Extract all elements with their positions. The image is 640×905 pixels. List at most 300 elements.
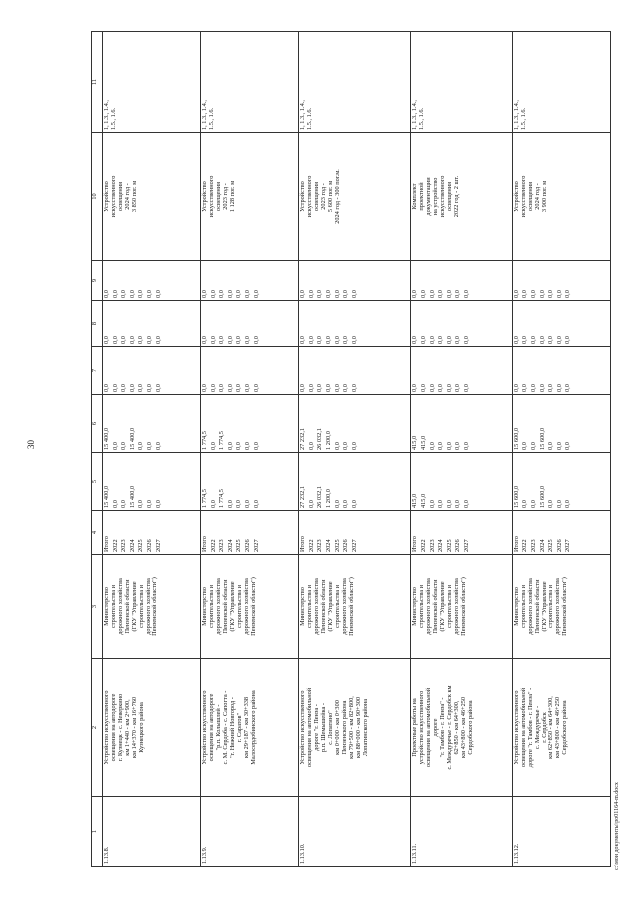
cell-line: освещения на автодороге [109,693,117,762]
other-sources-cell [512,261,610,301]
cell-line: 0,0 [154,336,162,344]
cell-line: Итого [512,536,520,552]
local-budget-cell [103,301,201,347]
cell-line: 0,0 [103,384,110,392]
cell-line: 1, 1.3., 1.4., [411,100,419,130]
cell-line: 0,0 [350,384,358,392]
cell-line: 0,0 [307,384,315,392]
indicator-links-cell [512,32,610,133]
total-amount-cell [512,453,610,511]
cell-line: р.п. Шемышейка - [319,702,327,753]
cell-line: Министерство [299,587,307,626]
cell-line: 0,0 [428,384,436,392]
cell-line: 0,0 [428,500,436,508]
cell-line: 2027 [462,539,470,552]
cell-line: 0,0 [512,290,520,298]
cell-line: 0,0 [128,290,136,298]
local-budget-cell [512,301,610,347]
total-amount-cell [103,453,201,511]
cell-line: Пензенской области") [347,577,355,636]
cell-line: (ГКУ "Управление [228,581,236,632]
cell-line: 0,0 [252,442,260,450]
cell-line: 0,0 [244,384,252,392]
cell-line: 415,0 [420,435,427,450]
cell-line: 15 400,0 [128,485,136,508]
cell-line: 0,0 [342,336,350,344]
cell-line: 0,0 [462,384,470,392]
cell-line: 0,0 [350,336,358,344]
rotated-table-wrapper [91,32,611,867]
cell-line: 0,0 [244,442,252,450]
cell-line: 0,0 [555,442,563,450]
cell-line: 0,0 [521,500,529,508]
cell-line: 0,0 [201,290,209,298]
cell-line: дороге [432,718,440,737]
cell-line: Устройство искусственного [512,690,520,765]
cell-line: 2022 год - 2 шт. [452,175,460,218]
cell-line: 0,0 [555,500,563,508]
cell-line: искусственного [109,175,117,218]
cell-line: 2024 год - 300 пог.м. [333,169,341,224]
cell-line: 0,0 [555,290,563,298]
cell-line: 2023 [316,539,324,552]
column-header: 8 [92,301,103,347]
executor-cell [411,555,512,659]
cell-line: строительства и [208,584,216,629]
row-number-cell: 1.13.12. [512,797,610,867]
cell-line: 0,0 [145,336,153,344]
cell-line: Проектные работы на [411,698,419,757]
result-cell [299,133,411,261]
cell-line: строительства и [306,584,314,629]
cell-line: 26 032,1 [316,485,324,508]
other-sources-cell [103,261,201,301]
cell-line: 2027 [252,539,260,552]
measure-name-cell [299,659,411,797]
cell-line: дорожного хозяйства [242,578,250,635]
cell-line: документации [425,177,433,216]
cell-line: 0,0 [428,442,436,450]
cell-line: 0,0 [454,336,462,344]
footer-path: c:\мои документы\ро01164-m.docx [614,782,620,870]
result-cell [512,133,610,261]
cell-line: 0,0 [120,442,128,450]
cell-line: 0,0 [209,336,217,344]
cell-line: 0,0 [137,336,145,344]
column-header: 7 [92,347,103,395]
cell-line: 0,0 [299,290,307,298]
cell-line: 0,0 [325,384,332,392]
cell-line: 15 600,0 [538,485,546,508]
cell-line: 0,0 [445,442,453,450]
regional-budget-cell [411,395,512,453]
cell-line: 0,0 [521,384,529,392]
cell-line: 0,0 [462,336,470,344]
cell-line: 2027 [154,539,162,552]
cell-line: дорожного хозяйства [526,578,534,635]
cell-line: 1, 1.3., 1.4., [299,100,307,130]
cell-line: Сердобского района [561,700,569,755]
cell-line: 2023 [120,539,128,552]
column-header: 5 [92,453,103,511]
cell-line: 1.5., 1.6. [109,107,117,130]
cell-line: км 14+370 - км 16+760 [130,696,138,759]
cell-line: 0,0 [128,336,136,344]
cell-line: освещения [116,181,124,212]
cell-line: 0,0 [437,384,445,392]
cell-line: 0,0 [226,290,234,298]
regional-budget-cell [299,395,411,453]
cell-line: 0,0 [547,500,555,508]
cell-line: 0,0 [226,384,234,392]
cell-line: 2024 год - [533,183,541,210]
cell-line: Устройство искусственного [299,690,307,765]
column-header: 6 [92,395,103,453]
local-budget-cell [411,301,512,347]
cell-line: 0,0 [252,500,260,508]
cell-line: 0,0 [564,384,572,392]
cell-line: 2023 год - [319,183,327,210]
cell-line: 1.5., 1.6. [519,107,527,130]
local-budget-cell [201,301,299,347]
cell-line: Комплект [411,183,419,210]
cell-line: 0,0 [437,336,445,344]
table-row [512,32,610,867]
cell-line: Пензенской области") [249,577,257,636]
years-cell [103,511,201,555]
page-number: 30 [26,440,36,449]
table-row [103,32,201,867]
cell-line: 0,0 [316,384,324,392]
cell-line: 0,0 [209,290,217,298]
cell-line: (ГКУ "Управление [326,581,334,632]
cell-line: дорожного хозяйства [214,578,222,635]
cell-line: искусственного [208,175,216,218]
cell-line: Устройство [201,181,209,212]
cell-line: дороге "г. Тамбов - г. Пенза" - [526,687,534,768]
cell-line: искусственного [519,175,527,218]
cell-line: освещения [526,181,534,212]
cell-line: 1, 1.3., 1.4., [512,100,520,130]
cell-line: 2023 [218,539,226,552]
cell-line: 0,0 [564,336,572,344]
executor-cell [299,555,411,659]
cell-line: 0,0 [428,336,436,344]
cell-line: "г. Нижний Новгород - [228,697,236,758]
cell-line: 0,0 [333,290,341,298]
cell-line: 0,0 [538,384,546,392]
regional-budget-cell [103,395,201,453]
header-row [92,32,103,867]
cell-line: строительства и [333,584,341,629]
cell-line: с. М. Сердоба - с. Сапогта - [221,690,229,765]
cell-line: 3 850 пог. м [130,180,138,213]
cell-line: 0,0 [445,384,453,392]
cell-line: дорожного хозяйства [116,578,124,635]
cell-line: 0,0 [209,442,217,450]
cell-line: 1 774,5 [218,489,226,508]
other-sources-cell [299,261,411,301]
cell-line: 0,0 [145,384,153,392]
cell-line: 0,0 [420,336,427,344]
cell-line: 0,0 [316,336,324,344]
federal-budget-cell [103,347,201,395]
cell-line: 0,0 [316,290,324,298]
cell-line: Итого [299,536,307,552]
years-cell [512,511,610,555]
federal-budget-cell [201,347,299,395]
cell-line: 0,0 [111,336,119,344]
cell-line: 2026 [244,539,252,552]
cell-line: устройство искусственного [418,690,426,765]
cell-line: км 0+000 - км 0+300 [333,700,341,755]
cell-line: 2024 [226,539,234,552]
cell-line: 1 774,5 [201,489,209,508]
cell-line: 0,0 [145,290,153,298]
cell-line: 0,0 [411,384,419,392]
cell-line: 1, 1.3., 1.4., [103,100,110,130]
cell-line: Пензенской области [123,579,131,634]
cell-line: 0,0 [437,442,445,450]
indicator-links-cell [201,32,299,133]
cell-line: 0,0 [530,442,538,450]
cell-line: Устройство [512,181,520,212]
cell-line: 1.5., 1.6. [208,107,216,130]
cell-line: Пензенской области") [561,577,569,636]
years-cell [299,511,411,555]
cell-line: 0,0 [454,500,462,508]
cell-line: проектной [418,182,426,211]
cell-line: 15 400,0 [103,485,110,508]
cell-line: освещения на автомобильной [425,687,433,768]
total-amount-cell [411,453,512,511]
table-row [299,32,411,867]
measure-name-cell [103,659,201,797]
cell-line: 1 200,0 [325,489,332,508]
column-header: 11 [92,32,103,133]
cell-line: 0,0 [226,336,234,344]
table-row [411,32,512,867]
cell-line: 2025 [445,539,453,552]
cell-line: 0,0 [530,500,538,508]
cell-line: 0,0 [120,384,128,392]
cell-line: Пензенской области [533,579,541,634]
cell-line: 0,0 [538,290,546,298]
result-cell [411,133,512,261]
cell-line: с. Междуречье - [533,705,541,750]
cell-line: 0,0 [307,336,315,344]
cell-line: дорожного хозяйства [313,578,321,635]
federal-budget-cell [299,347,411,395]
cell-line: 0,0 [103,336,110,344]
cell-line: 2022 [420,539,427,552]
cell-line: 0,0 [299,336,307,344]
cell-line: 2022 [307,539,315,552]
cell-line: 0,0 [333,500,341,508]
cell-line: км 43+800 - км 46+250 [459,696,467,759]
row-number-cell: 1.13.9. [201,797,299,867]
table-row [201,32,299,867]
cell-line: 0,0 [137,442,145,450]
cell-line: Пензенской области [221,579,229,634]
cell-line: 0,0 [411,336,419,344]
cell-line: 0,0 [120,290,128,298]
cell-line: 1.5., 1.6. [306,107,314,130]
cell-line: с. Лопатино" [326,710,334,745]
indicator-links-cell [411,32,512,133]
cell-line: 0,0 [333,442,341,450]
column-header: 4 [92,511,103,555]
cell-line: искусственного [306,175,314,218]
cell-line: 1 774,5 [201,431,209,450]
cell-line: 15 400,0 [128,427,136,450]
cell-line: дорожного хозяйства [452,578,460,635]
column-header: 2 [92,659,103,797]
cell-line: 0,0 [454,290,462,298]
result-cell [103,133,201,261]
cell-line: дорожного хозяйства [554,578,562,635]
cell-line: 0,0 [350,500,358,508]
cell-line: 2025 [547,539,555,552]
cell-line: освещения [446,181,454,212]
cell-line: с. Междуречье - г. Сердобск км [446,685,454,770]
cell-line: 415,0 [411,435,419,450]
cell-line: 0,0 [333,384,341,392]
regional-budget-cell [512,395,610,453]
cell-line: 0,0 [428,290,436,298]
cell-line: 0,0 [530,290,538,298]
cell-line: 0,0 [154,500,162,508]
cell-line: 0,0 [137,500,145,508]
federal-budget-cell [411,347,512,395]
cell-line: 0,0 [555,336,563,344]
cell-line: строительства и [519,584,527,629]
cell-line: Итого [103,536,110,552]
measure-name-cell [512,659,610,797]
cell-line: 15 600,0 [512,485,520,508]
cell-line: 0,0 [209,500,217,508]
cell-line: г. Саратов" [235,712,243,743]
cell-line: 0,0 [333,336,341,344]
row-number-cell: 1.13.8. [103,797,201,867]
cell-line: 0,0 [325,336,332,344]
cell-line: 2024 год - [123,183,131,210]
cell-line: Итого [411,536,419,552]
cell-line: 0,0 [137,290,145,298]
program-table [91,31,611,867]
cell-line: 0,0 [307,442,315,450]
cell-line: освещения [313,181,321,212]
cell-line: строительства и [137,584,145,629]
cell-line: Кузнецкого района [137,702,145,753]
cell-line: (ГКУ "Управление [439,581,447,632]
cell-line: 0,0 [226,442,234,450]
cell-line: 2027 [350,539,358,552]
cell-line: 2022 [111,539,119,552]
cell-line: 0,0 [512,384,520,392]
cell-line: 0,0 [111,290,119,298]
cell-line: 0,0 [111,500,119,508]
cell-line: строительства и [446,584,454,629]
row-number-cell: 1.13.10. [299,797,411,867]
cell-line: 0,0 [235,500,243,508]
cell-line: 0,0 [342,290,350,298]
cell-line: 0,0 [218,290,226,298]
cell-line: 0,0 [445,500,453,508]
cell-line: Пензенской области [432,579,440,634]
result-cell [201,133,299,261]
cell-line: Пензенской области") [459,577,467,636]
cell-line: Итого [201,536,209,552]
cell-line: 0,0 [547,336,555,344]
cell-line: строительства и [547,584,555,629]
cell-line: 0,0 [521,442,529,450]
cell-line: 0,0 [564,442,572,450]
cell-line: 0,0 [350,442,358,450]
cell-line: 2022 [521,539,529,552]
cell-line: 0,0 [437,290,445,298]
cell-line: 2026 [342,539,350,552]
cell-line: 0,0 [462,442,470,450]
cell-line: 0,0 [437,500,445,508]
cell-line: 0,0 [244,336,252,344]
cell-line: 2025 [333,539,341,552]
cell-line: 0,0 [521,336,529,344]
cell-line: 0,0 [454,384,462,392]
cell-line: 2026 [555,539,563,552]
cell-line: 0,0 [411,290,419,298]
cell-line: 0,0 [137,384,145,392]
cell-line: 0,0 [547,290,555,298]
other-sources-cell [411,261,512,301]
cell-line: 15 600,0 [512,427,520,450]
cell-line: (ГКУ "Управление [130,581,138,632]
cell-line: км 79+500 - км 82+800, [347,696,355,759]
cell-line: 0,0 [252,336,260,344]
measure-name-cell [411,659,512,797]
column-header: 1 [92,797,103,867]
cell-line: 15 600,0 [538,427,546,450]
column-header: 3 [92,555,103,659]
regional-budget-cell [201,395,299,453]
cell-line: 0,0 [235,336,243,344]
cell-line: "р.п. Колышлей - [214,704,222,751]
years-cell [411,511,512,555]
cell-line: 0,0 [462,290,470,298]
cell-line: 0,0 [512,336,520,344]
cell-line: 0,0 [299,384,307,392]
cell-line: 0,0 [454,442,462,450]
cell-line: освещения на автомобильной [306,687,314,768]
total-amount-cell [299,453,411,511]
cell-line: 0,0 [145,442,153,450]
cell-line: Министерство [411,587,419,626]
cell-line: Устройство искусственного [201,690,209,765]
cell-line: "г. Тамбов - г. Пенза" - [439,697,447,758]
cell-line: 415,0 [420,493,427,508]
cell-line: 27 232,1 [299,427,307,450]
federal-budget-cell [512,347,610,395]
cell-line: 415,0 [411,493,419,508]
cell-line: 1, 1.3., 1.4., [201,100,209,130]
cell-line: 0,0 [209,384,217,392]
cell-line: Министерство [201,587,209,626]
local-budget-cell [299,301,411,347]
cell-line: 2024 [437,539,445,552]
cell-line: (ГКУ "Управление [540,581,548,632]
cell-line: 0,0 [235,442,243,450]
cell-line: 0,0 [103,290,110,298]
